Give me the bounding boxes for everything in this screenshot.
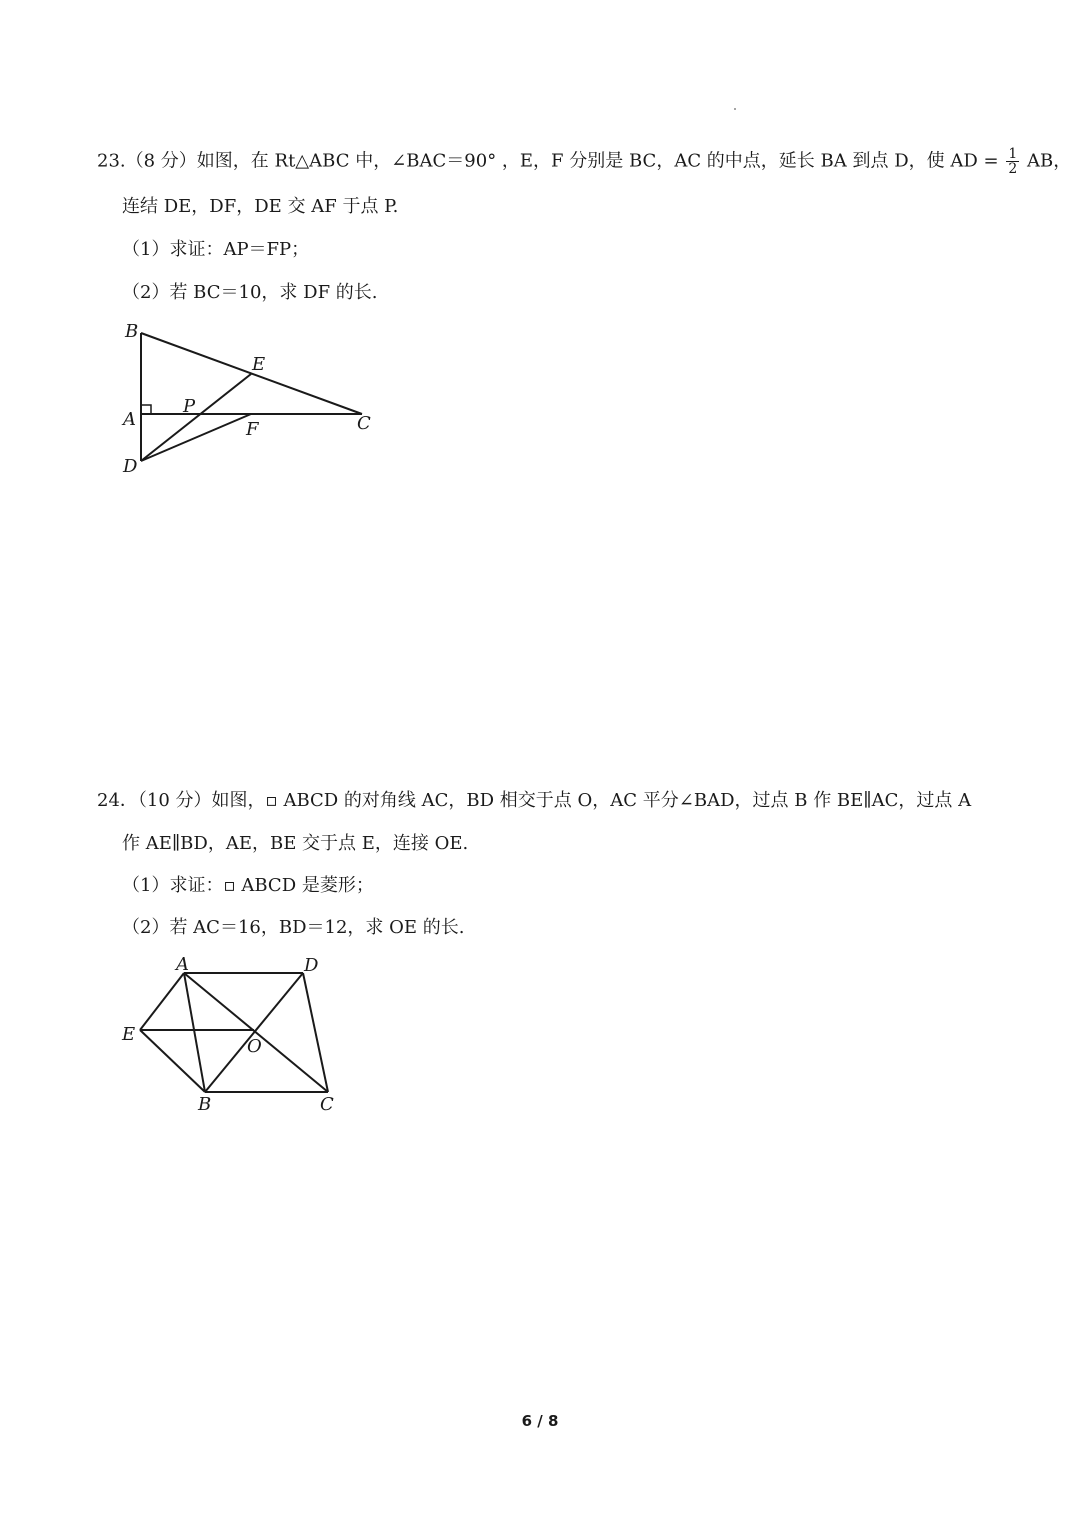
label-d: D xyxy=(123,456,138,477)
label-d: D xyxy=(304,955,319,976)
q24-line-1: 24．（10 分）如图，▫ ABCD 的对角线 AC，BD 相交于点 O，AC 平分∠BAD，过点 B 作 BE∥AC，过点 A xyxy=(97,790,972,811)
segment-be xyxy=(140,1030,205,1092)
label-p: P xyxy=(183,396,196,417)
q23-line-1 xyxy=(97,147,1071,176)
segment-de xyxy=(141,374,251,461)
label-c: C xyxy=(320,1094,334,1115)
label-a: A xyxy=(123,409,136,430)
label-o: O xyxy=(247,1036,262,1057)
fraction-one-half xyxy=(1006,147,1019,176)
q23-part-2: （2）若 BC＝10，求 DF 的长. xyxy=(122,282,378,303)
fraction-numerator: 1 xyxy=(1008,146,1018,162)
q23-part-1: （1）求证：AP＝FP； xyxy=(122,239,310,260)
segment-ae xyxy=(140,973,184,1030)
q24-line-2: 作 AE∥BD，AE，BE 交于点 E，连接 OE. xyxy=(122,833,469,854)
q23-stem-start: 23.（8 分）如图，在 Rt△ABC 中，∠BAC＝90° ，E，F 分别是 BC，AC 的中点，延长 BA 到点 D，使 AD = xyxy=(97,150,999,172)
label-e: E xyxy=(252,354,266,375)
label-b: B xyxy=(198,1094,212,1115)
segment-dc xyxy=(303,973,328,1092)
right-angle-mark xyxy=(141,405,151,414)
segment-bc xyxy=(141,333,362,414)
fraction-denominator: 2 xyxy=(1008,161,1018,177)
q23-line-2: 连结 DE，DF，DE 交 AF 于点 P. xyxy=(122,196,399,217)
label-a: A xyxy=(176,954,189,975)
q24-part-2: （2）若 AC＝16，BD＝12，求 OE 的长. xyxy=(122,917,465,938)
segment-df xyxy=(141,414,251,461)
label-f: F xyxy=(246,419,259,440)
segment-bd xyxy=(205,973,303,1092)
label-e: E xyxy=(122,1024,136,1045)
segment-ac xyxy=(184,973,328,1092)
scan-speck xyxy=(734,108,736,110)
q23-stem-end: AB， xyxy=(1026,150,1072,172)
label-c: C xyxy=(357,413,371,434)
q24-part-1: （1）求证：▫ ABCD 是菱形； xyxy=(122,875,374,896)
page-number: 6 / 8 xyxy=(521,1412,559,1430)
label-b: B xyxy=(125,321,139,342)
segment-ab xyxy=(184,973,205,1092)
